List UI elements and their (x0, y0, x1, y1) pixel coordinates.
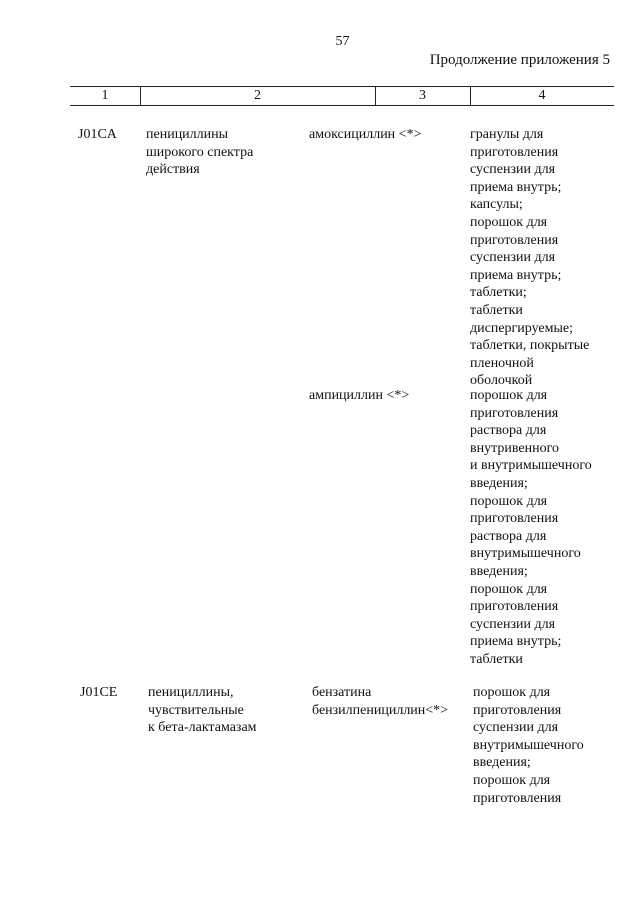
pharmacological-group: пенициллины широкого спектра действия (146, 127, 254, 178)
column-header-4: 4 (538, 88, 546, 103)
atc-code: J01CE (80, 685, 118, 700)
drug-name: бензатина бензилпенициллин<*> (312, 685, 449, 718)
page-number: 57 (335, 34, 350, 49)
column-header-2: 2 (254, 88, 261, 103)
drug-name: ампициллин <*> (309, 388, 410, 403)
column-header-row (70, 86, 614, 106)
dosage-forms: порошок для приготовления суспензии для внутримышечного введения; порошок для приготовления (473, 685, 584, 806)
atc-code: J01CA (78, 127, 117, 142)
column-header-3: 3 (419, 88, 426, 103)
column-header-1: 1 (101, 88, 109, 103)
dosage-forms: порошок для приготовления раствора для внутривенного и внутримышечного введения; порошок для приготовления раствора для внутримышечного введения; порошок для приготовления суспензии для приема внутрь; таблетки (470, 388, 592, 667)
drug-name: амоксициллин <*> (309, 127, 422, 142)
dosage-forms: гранулы для приготовления суспензии для приема внутрь; капсулы; порошок для приготовления суспензии для приема внутрь; таблетки; таблетки диспергируемые; таблетки, покрытые пленочной оболочкой (470, 127, 590, 389)
pharmacological-group: пенициллины, чувствительные к бета-лактамазам (148, 685, 257, 736)
continuation-title: Продолжение приложения 5 (429, 52, 610, 68)
